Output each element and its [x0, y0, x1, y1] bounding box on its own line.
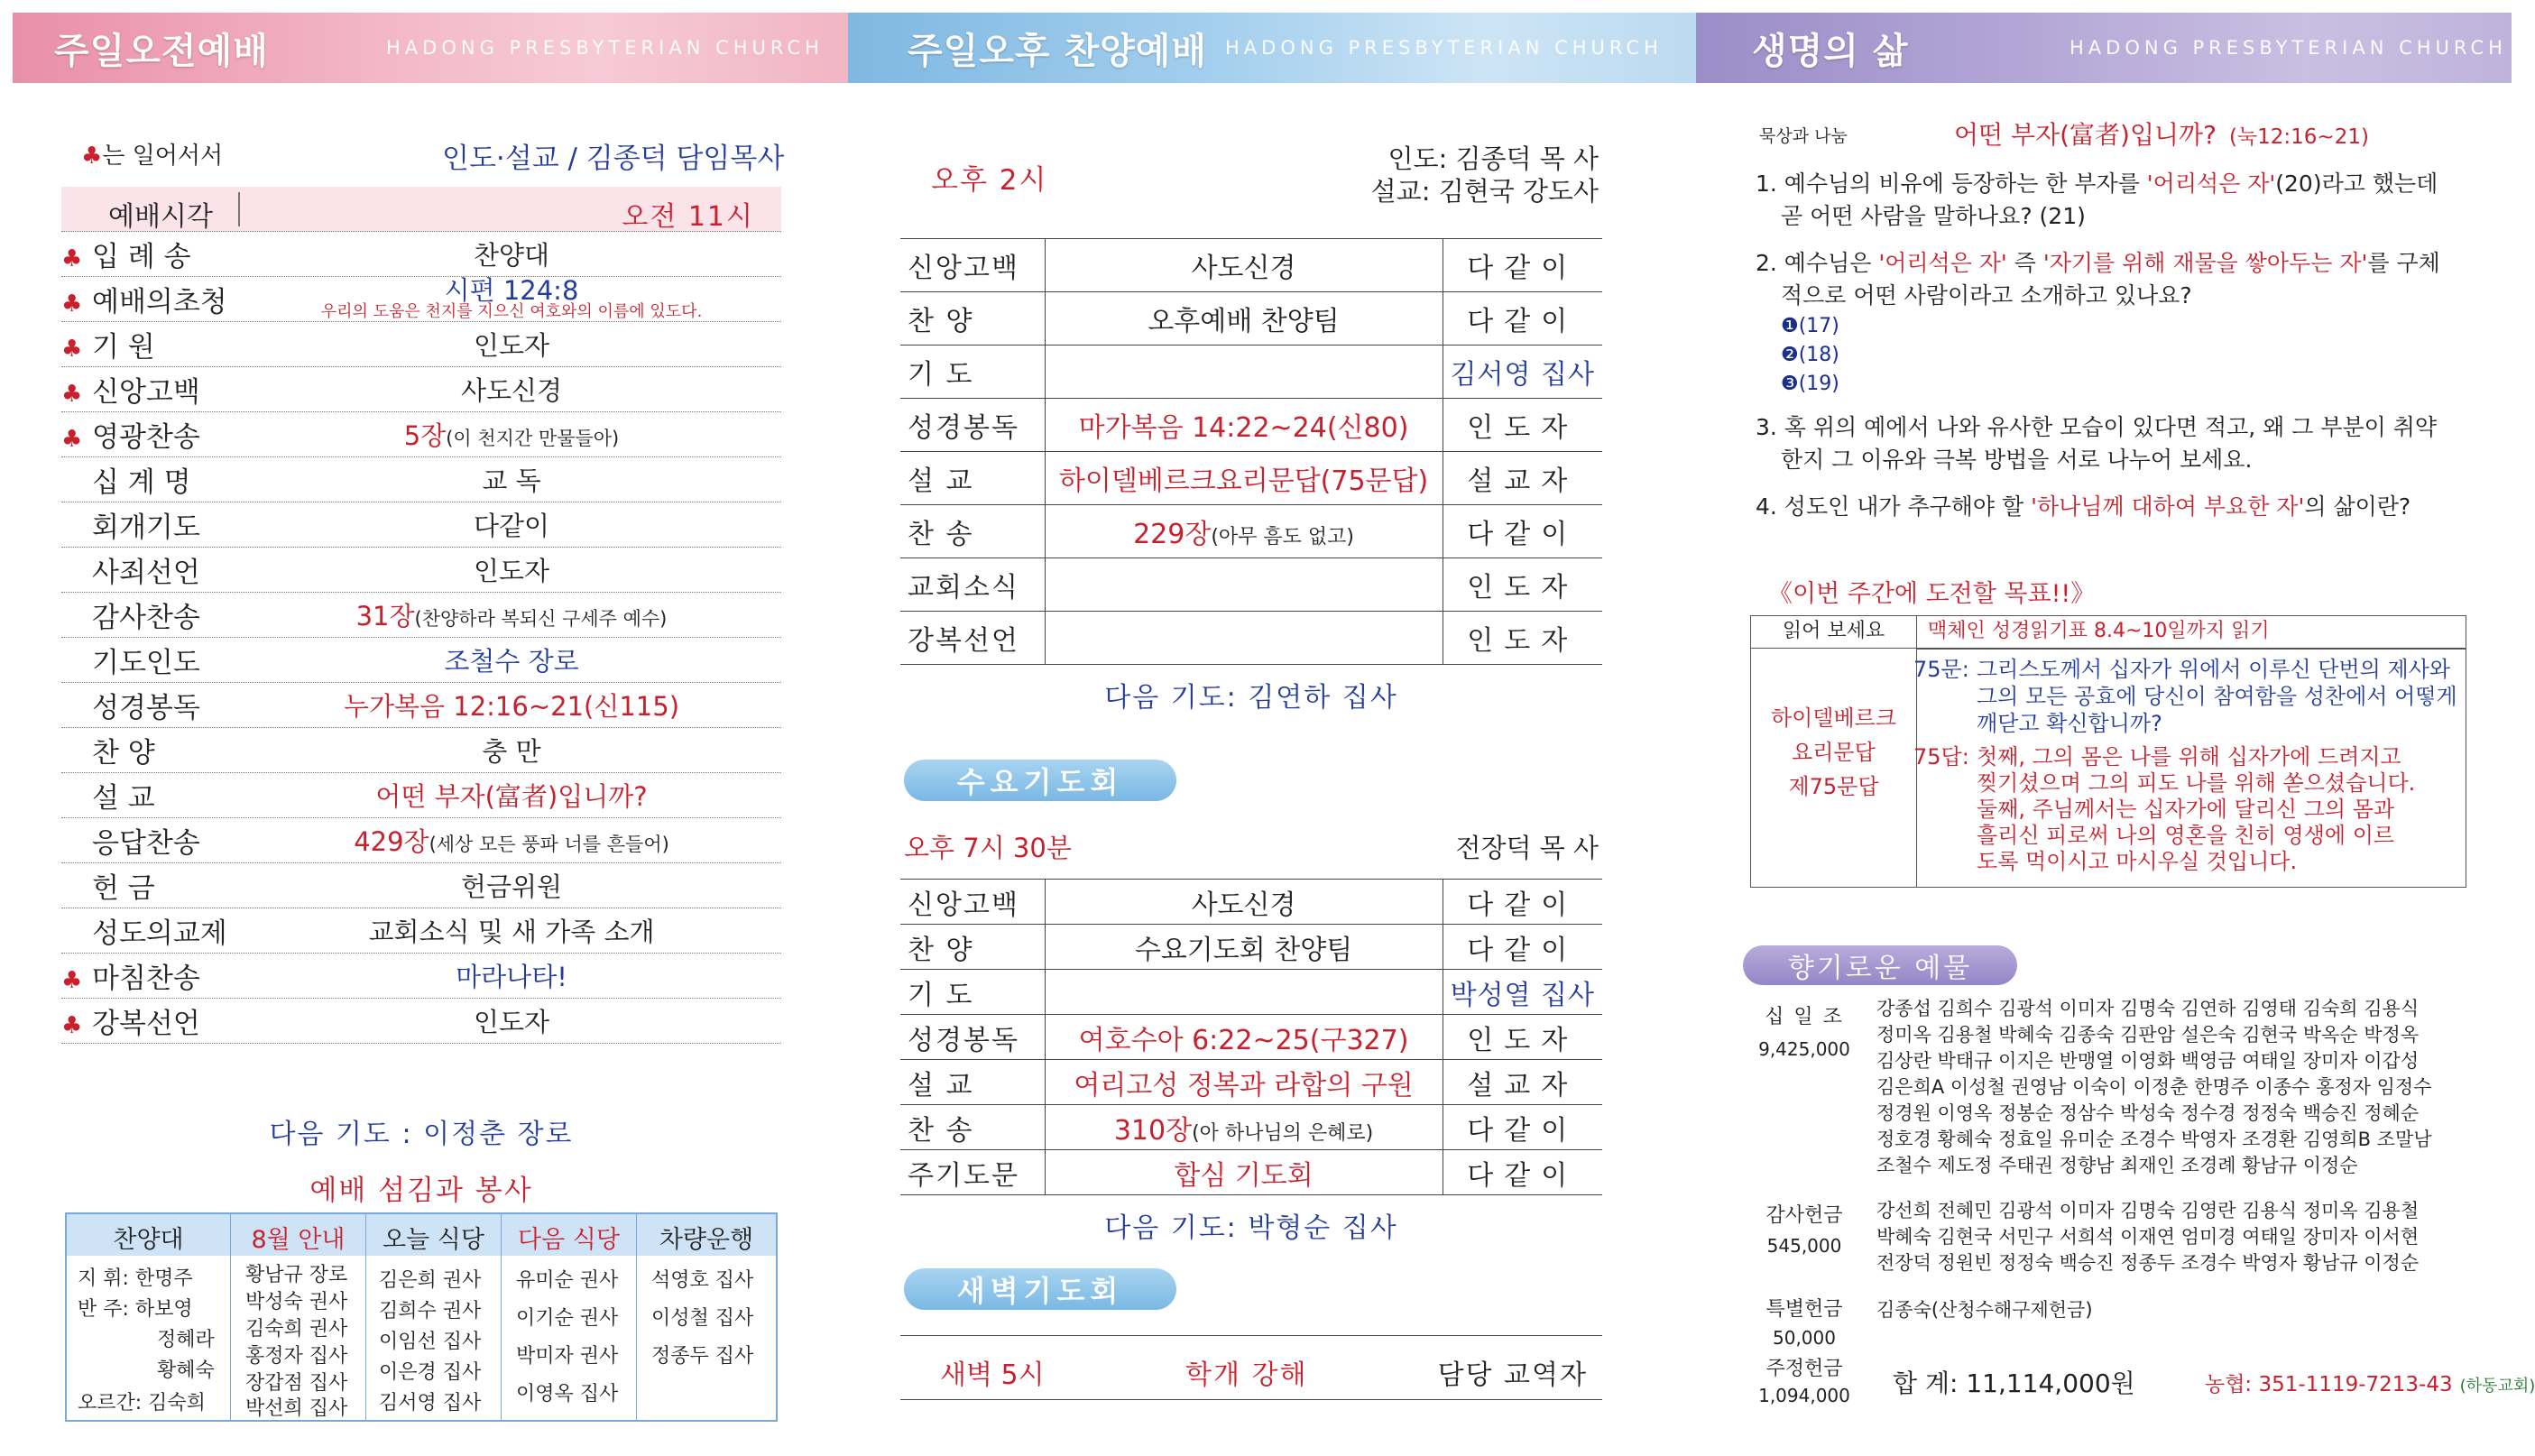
service-col-today-meal	[366, 1214, 502, 1420]
name-line: 정경원 이영옥 정봉순 정삼수 박성숙 정수경 정정숙 백승진 정혜순	[1876, 1102, 2420, 1124]
order-value	[1045, 612, 1443, 665]
order-who: 다같이	[1443, 239, 1602, 292]
order-value: 429장(세상 모든 풍파 너를 흔들어)	[354, 826, 669, 857]
order-value: 마라나타!	[456, 962, 567, 992]
list-item: 박성숙 권사	[245, 1291, 348, 1313]
order-value: 수요기도회 찬양팀	[1045, 925, 1443, 970]
order-value	[1045, 558, 1443, 612]
name-line: 김은희A 이성철 권영남 이숙이 이정춘 한명주 이종수 홍정자 임정수	[1876, 1076, 2432, 1098]
order-value: 사도신경	[460, 375, 563, 406]
header-title: 주일오전예배	[54, 30, 269, 72]
order-row	[900, 1150, 1602, 1195]
name-line: 김상란 박태규 이지은 반맹열 이영화 백영금 여태일 장미자 이갑성	[1876, 1050, 2420, 1072]
afternoon-order-table	[900, 238, 1602, 665]
order-row	[900, 505, 1602, 558]
order-row	[61, 818, 781, 863]
order-who: 다같이	[1443, 880, 1602, 925]
order-label: 찬 양	[92, 737, 155, 769]
service-col-next-meal	[502, 1214, 637, 1420]
order-value: 인도자	[473, 1007, 550, 1037]
order-label: 찬 양	[900, 925, 1045, 970]
order-value: 합심 기도회	[1045, 1150, 1443, 1195]
morning-next-prayer: 다음 기도 : 이정춘 장로	[269, 1119, 574, 1150]
name-line: 정호경 황혜숙 정효일 유미순 조경수 박영자 조경환 김영희B 조말남	[1876, 1129, 2432, 1150]
dawn-title: 새벽기도회	[904, 1268, 1176, 1310]
name-line: 강선희 전혜민 김광석 이미자 김명숙 김영란 김용식 정미옥 김용철	[1876, 1200, 2420, 1221]
order-label: 응답찬송	[92, 827, 200, 860]
club-icon: ♣	[61, 967, 83, 994]
column-header: 8월 안내	[251, 1226, 346, 1254]
list-item: 반 주: 하보영	[78, 1298, 193, 1321]
order-row	[900, 880, 1602, 925]
order-row	[900, 399, 1602, 452]
order-label: 성도의교제	[92, 917, 227, 950]
order-value: 찬양대	[473, 240, 550, 271]
thanks-label-block: 감사헌금 545,000	[1765, 1204, 1843, 1257]
order-row	[61, 232, 781, 277]
order-label: 신앙고백	[900, 880, 1045, 925]
order-row	[61, 593, 781, 638]
header-title: 생명의 삶	[1752, 30, 1909, 72]
week-label-block: 주정헌금 1,094,000	[1758, 1358, 1850, 1406]
read-label: 읽어 보세요	[1751, 616, 1917, 649]
list-item: 오르간: 김숙희	[78, 1392, 206, 1415]
service-col-august	[231, 1214, 366, 1420]
afternoon-next-prayer: 다음 기도: 김연하 집사	[1104, 682, 1398, 714]
order-value: 인도자	[473, 556, 550, 586]
stand-note: ♣는 일어서서	[81, 143, 224, 170]
offering-title: 향기로운 예물	[1743, 945, 2017, 985]
order-label: 찬 송	[900, 1105, 1045, 1150]
order-row	[61, 728, 781, 773]
dawn-who: 담당 교역자	[1437, 1359, 1588, 1391]
column-header: 다음 식당	[518, 1226, 620, 1254]
list-item: 정종두 집사	[651, 1345, 754, 1368]
order-row	[900, 452, 1602, 505]
order-value: 충 만	[482, 736, 541, 767]
header-life	[1696, 13, 2512, 83]
dawn-content: 학개 강해	[1185, 1359, 1308, 1391]
order-row	[900, 1105, 1602, 1150]
order-value: 어떤 부자(富者)입니까?	[375, 781, 648, 812]
order-label: 기 도	[900, 346, 1045, 399]
thanks-names	[1876, 1198, 2419, 1276]
list-item: 김희수 권사	[379, 1300, 482, 1322]
order-who: 다같이	[1443, 292, 1602, 346]
divider	[1917, 648, 2466, 650]
column-header: 오늘 식당	[383, 1226, 484, 1254]
order-value: 교 독	[482, 465, 541, 496]
list-item: 지 휘: 한명주	[78, 1267, 193, 1290]
order-row	[61, 412, 781, 457]
order-row	[61, 683, 781, 728]
order-value: 31장(찬양하라 복되신 구세주 예수)	[355, 601, 668, 631]
order-label: 주기도문	[900, 1150, 1045, 1195]
order-row	[61, 638, 781, 683]
column-header: 차량운행	[659, 1226, 754, 1254]
header-subtitle: HADONG PRESBYTERIAN CHURCH	[2069, 37, 2507, 59]
order-row	[900, 612, 1602, 665]
tithe-label-block: 십 일 조 9,425,000	[1758, 1006, 1850, 1060]
order-row	[900, 970, 1602, 1015]
header-title: 주일오후 찬양예배	[908, 30, 1208, 72]
order-label: 십 계 명	[92, 466, 191, 499]
goal-title: 《이번 주간에 도전할 목표!!》	[1768, 580, 2096, 608]
order-row	[61, 954, 781, 999]
wednesday-title: 수요기도회	[904, 760, 1176, 801]
service-time-value: 오전 11시	[622, 201, 754, 233]
order-row	[61, 322, 781, 367]
order-label: 찬 양	[900, 292, 1045, 346]
list-item: 유미순 권사	[516, 1269, 619, 1292]
order-label: 설 교	[900, 452, 1045, 505]
club-icon: ♣	[61, 426, 83, 453]
order-who: 다같이	[1443, 925, 1602, 970]
order-value: 조철수 장로	[444, 646, 579, 677]
wednesday-leader: 전장덕 목 사	[1455, 833, 1599, 863]
order-row	[61, 999, 781, 1044]
order-value: 사도신경	[1045, 880, 1443, 925]
order-value: 다같이	[473, 511, 550, 541]
order-value	[1045, 970, 1443, 1015]
order-label: 강복선언	[900, 612, 1045, 665]
list-item: 김은희 권사	[379, 1269, 482, 1292]
offering-total: 합 계: 11,114,000원	[1893, 1368, 2135, 1398]
question-3: 3. 혹 위의 예에서 나와 유사한 모습이 있다면 적고, 왜 그 부분이 취약 한지 그 이유와 극복 방법을 서로 나누어 보세요.	[1756, 414, 2438, 473]
order-who: 인도자	[1443, 558, 1602, 612]
header-subtitle: HADONG PRESBYTERIAN CHURCH	[1225, 37, 1663, 59]
order-label: 찬 송	[900, 505, 1045, 558]
order-row	[900, 925, 1602, 970]
catechism-label: 하이델베르크 요리문답 제75문답	[1751, 649, 1917, 887]
service-title: 예배 섬김과 봉사	[309, 1175, 533, 1207]
list-item: 박미자 권사	[516, 1345, 619, 1368]
order-label: ♣ 마침찬송	[61, 963, 200, 995]
order-label: ♣ 영광찬송	[61, 421, 200, 454]
order-who: 인도자	[1443, 399, 1602, 452]
service-time-row	[61, 187, 781, 232]
list-item: 장갑점 집사	[245, 1372, 348, 1395]
order-label: 감사찬송	[92, 602, 200, 634]
order-value: 시편 124:8 우리의 도움은 천지를 지으신 여호와의 이름에 있도다.	[320, 274, 703, 321]
order-label: ♣ 강복선언	[61, 1008, 200, 1040]
special-label-block: 특별헌금 50,000	[1765, 1298, 1843, 1349]
list-item: 이은경 집사	[379, 1361, 482, 1384]
order-who: 다같이	[1443, 505, 1602, 558]
order-row	[61, 863, 781, 908]
dawn-time: 새벽 5시	[940, 1359, 1045, 1391]
order-value: 5장(이 천지간 만물들아)	[403, 420, 620, 451]
order-row	[61, 274, 781, 322]
list-item: 김서영 집사	[379, 1392, 482, 1415]
order-label: 성경봉독	[900, 1015, 1045, 1060]
club-icon: ♣	[61, 290, 83, 318]
order-label: 성경봉독	[900, 399, 1045, 452]
order-value: 오후예배 찬양팀	[1045, 292, 1443, 346]
club-icon: ♣	[61, 336, 83, 363]
order-label: ♣ 예배의초청	[61, 286, 227, 318]
order-row	[61, 367, 781, 412]
list-item: 석영호 집사	[651, 1269, 754, 1292]
order-row	[61, 548, 781, 593]
list-item: 홍정자 집사	[245, 1345, 348, 1368]
order-row	[900, 1015, 1602, 1060]
list-item: 황남규 장로	[245, 1264, 348, 1286]
order-who: 다같이	[1443, 1150, 1602, 1195]
order-who: 설교자	[1443, 452, 1602, 505]
list-item: 이영옥 집사	[516, 1383, 619, 1405]
club-icon: ♣	[81, 143, 103, 170]
order-value: 사도신경	[1045, 239, 1443, 292]
afternoon-preacher: 설교: 김현국 강도사	[1370, 176, 1599, 207]
order-row	[900, 1060, 1602, 1105]
catechism-question: 75문: 그리스도께서 십자가 위에서 이루신 단번의 제사와 그의 모든 공효에 당신이 참여함을 성찬에서 어떻게 깨닫고 확신합니까?	[1913, 657, 2457, 736]
goal-box	[1750, 615, 2466, 888]
order-label: ♣ 입 례 송	[61, 241, 191, 273]
order-label: 헌 금	[92, 872, 155, 905]
service-col-vehicle	[637, 1214, 776, 1420]
order-value: 여호수아 6:22~25(구327)	[1045, 1015, 1443, 1060]
tithe-names	[1876, 996, 2432, 1179]
list-item: 정혜라	[157, 1329, 215, 1351]
order-label: 설 교	[900, 1060, 1045, 1105]
name-line: 전장덕 정원빈 정정숙 백승진 정종두 조경수 박영자 황남규 이정순	[1876, 1252, 2420, 1274]
meditation-title: 어떤 부자(富者)입니까? (눅12:16~21)	[1954, 120, 2369, 150]
order-label: 교회소식	[900, 558, 1045, 612]
wednesday-order-table	[900, 879, 1602, 1195]
name-line: 박혜숙 김현국 서민구 서희석 이재연 엄미경 여태일 장미자 이서현	[1876, 1226, 2420, 1248]
header-afternoon-service	[848, 13, 1696, 83]
column-header: 찬양대	[113, 1226, 184, 1254]
order-label: 신앙고백	[900, 239, 1045, 292]
bank-account: 농협: 351-1119-7213-43 (하동교회)	[2205, 1373, 2535, 1396]
divider	[238, 192, 240, 226]
order-label: ♣ 기 원	[61, 331, 155, 364]
read-value: 맥체인 성경읽기표 8.4~10일까지 읽기	[1928, 620, 2270, 642]
order-row	[61, 457, 781, 502]
service-table	[65, 1212, 778, 1422]
order-row	[61, 908, 781, 954]
order-row	[900, 346, 1602, 399]
order-value: 헌금위원	[460, 871, 563, 902]
list-item: 박선희 집사	[245, 1397, 348, 1420]
wednesday-next-prayer: 다음 기도: 박형순 집사	[1104, 1212, 1398, 1244]
afternoon-leaders	[1308, 143, 1599, 207]
order-value: 누가복음 12:16~21(신115)	[343, 691, 680, 722]
order-value: 310장(아 하나님의 은혜로)	[1045, 1105, 1443, 1150]
order-label: 기도인도	[92, 647, 200, 679]
morning-leader: 인도·설교 / 김종덕 담임목사	[442, 143, 785, 175]
club-icon: ♣	[61, 1012, 83, 1039]
list-item: 이기순 권사	[516, 1307, 619, 1330]
club-icon: ♣	[61, 245, 83, 272]
catechism-answer: 75답: 첫째, 그의 몸은 나를 위해 십자가에 드려지고 찢기셨으며 그의 피도 나를 위해 쏟으셨습니다. 둘째, 주님께서는 십자가에 달리신 그의 몸과 흘리신 피로써 나의 영혼을 친히 영생에 이르 도록 먹이시고 마시우실 것입니다.	[1913, 744, 2416, 874]
order-label: 회개기도	[92, 511, 200, 544]
order-value: 하이델베르크요리문답(75문답)	[1045, 452, 1443, 505]
order-label: 사죄선언	[92, 557, 200, 589]
name-line: 강종섭 김희수 김광석 이미자 김명숙 김연하 김영태 김숙희 김용식	[1876, 998, 2420, 1019]
service-col-choir	[67, 1214, 231, 1420]
header-morning-service	[13, 13, 848, 83]
order-row	[900, 239, 1602, 292]
order-who: 인도자	[1443, 1015, 1602, 1060]
list-item: 이성철 집사	[651, 1307, 754, 1330]
order-row	[900, 558, 1602, 612]
meditation-tag: 묵상과 나눔	[1759, 126, 1848, 146]
order-row	[61, 502, 781, 548]
service-time-label: 예배시각	[108, 201, 213, 233]
order-label: ♣ 신앙고백	[61, 376, 200, 409]
order-value: 여리고성 정복과 라합의 구원	[1045, 1060, 1443, 1105]
order-who: 박성열 집사	[1443, 970, 1602, 1015]
name-line: 조철수 제도정 주태권 정향남 최재인 조경례 황남규 이정순	[1876, 1155, 2358, 1176]
afternoon-time: 오후 2시	[931, 164, 1048, 197]
order-value: 인도자	[473, 330, 550, 361]
list-item: 황혜숙	[157, 1359, 215, 1382]
order-who: 다같이	[1443, 1105, 1602, 1150]
wednesday-time: 오후 7시 30분	[904, 833, 1072, 863]
order-value	[1045, 346, 1443, 399]
list-item: 김숙희 권사	[245, 1318, 348, 1341]
order-value: 교회소식 및 새 가족 소개	[368, 917, 655, 947]
order-who: 인도자	[1443, 612, 1602, 665]
order-value: 마가복음 14:22~24(신80)	[1045, 399, 1443, 452]
order-label: 설 교	[92, 782, 155, 815]
order-label: 기 도	[900, 970, 1045, 1015]
list-item: 이임선 집사	[379, 1331, 482, 1353]
club-icon: ♣	[61, 381, 83, 408]
order-value: 229장(아무 흠도 없고)	[1045, 505, 1443, 558]
order-row	[900, 292, 1602, 346]
order-label: 성경봉독	[92, 692, 200, 724]
special-names: 김종숙(산청수해구제헌금)	[1876, 1299, 2093, 1321]
question-1: 1. 예수님의 비유에 등장하는 한 부자를 '어리석은 자'(20)라고 했는데 곧 어떤 사람을 말하나요? (21)	[1756, 170, 2438, 229]
header-subtitle: HADONG PRESBYTERIAN CHURCH	[386, 37, 824, 59]
order-who: 설교자	[1443, 1060, 1602, 1105]
order-row	[61, 773, 781, 818]
question-4: 4. 성도인 내가 추구해야 할 '하나님께 대하여 부요한 자'의 삶이란?	[1756, 493, 2411, 520]
dawn-row	[900, 1335, 1602, 1400]
afternoon-leader: 인도: 김종덕 목 사	[1387, 143, 1599, 174]
order-who: 김서영 집사	[1443, 346, 1602, 399]
name-line: 정미옥 김용철 박혜숙 김종숙 김판암 설은숙 김현국 박옥순 박정옥	[1876, 1024, 2420, 1046]
question-2: 2. 예수님은 '어리석은 자' 즉 '자기를 위해 재물을 쌓아두는 자'를 구체 적으로 어떤 사람이라고 소개하고 있나요? ❶(17) ❷(18) ❸(19)	[1756, 250, 2440, 395]
